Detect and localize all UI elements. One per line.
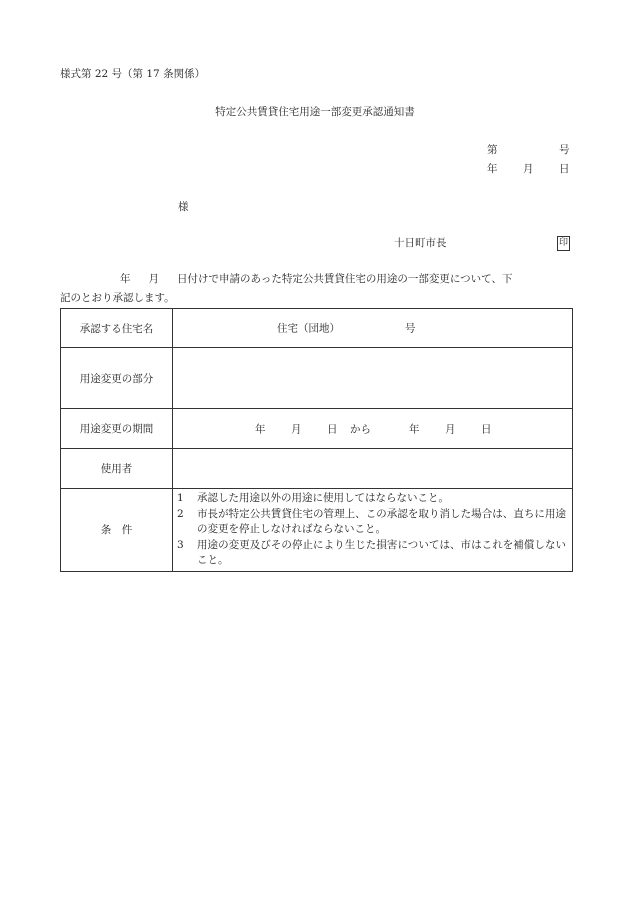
- condition-number: 2: [177, 507, 184, 520]
- approval-details-table: [60, 308, 573, 572]
- from-word: から: [350, 423, 371, 435]
- condition-text: 用途の変更及びその停止により生じた損害については、市はこれを補償しないこと。: [197, 538, 566, 566]
- document-title: 特定公共賃貸住宅用途一部変更承認通知書: [215, 106, 415, 118]
- change-part-label: 用途変更の部分: [61, 348, 173, 409]
- table-row: [61, 409, 573, 449]
- housing-number-label: 号: [405, 322, 416, 335]
- document-number-suffix: 号: [559, 144, 570, 156]
- issue-day-label: 日: [559, 163, 570, 175]
- conditions-label: 条 件: [61, 489, 173, 572]
- to-day-label: 日: [481, 423, 492, 435]
- conditions-cell: [173, 489, 573, 572]
- condition-number: 1: [177, 492, 184, 504]
- table-row: [61, 348, 573, 409]
- conditions-list: [173, 489, 572, 571]
- condition-number: 3: [177, 538, 184, 551]
- body-text-1: 日付けで申請のあった特定公共賃貸住宅の用途の一部変更について、下: [177, 273, 513, 285]
- user-label: 使用者: [61, 449, 173, 489]
- from-month-label: 月: [291, 423, 302, 435]
- table-row: [61, 489, 573, 572]
- change-period-cell: [173, 409, 573, 449]
- table-row: [61, 309, 573, 348]
- document-number-label: 第: [487, 144, 498, 156]
- form-number: 様式第 22 号（第 17 条関係）: [60, 68, 206, 80]
- list-item: [177, 491, 566, 507]
- housing-name-label: 承認する住宅名: [61, 309, 173, 348]
- change-part-cell: [173, 348, 573, 409]
- from-year-label: 年: [255, 423, 266, 435]
- issue-year-label: 年: [487, 163, 498, 175]
- to-month-label: 月: [445, 423, 456, 435]
- body-text-line-1: [120, 273, 512, 286]
- addressee-honorific: 様: [178, 201, 189, 213]
- issuer-title: 十日町市長: [394, 237, 447, 249]
- list-item: [177, 507, 566, 538]
- body-year-label: 年: [120, 273, 131, 285]
- seal-mark: 印: [557, 236, 570, 251]
- to-year-label: 年: [409, 423, 420, 435]
- issue-month-label: 月: [523, 163, 534, 175]
- body-month-label: 月: [148, 273, 159, 285]
- housing-name-cell: [173, 309, 573, 348]
- list-item: [177, 538, 566, 569]
- housing-type-label: 住宅（団地）: [277, 322, 340, 335]
- condition-text: 承認した用途以外の用途に使用してはならないこと。: [197, 492, 449, 504]
- user-cell: [173, 449, 573, 489]
- from-day-label: 日: [327, 423, 338, 435]
- body-text-line-2: 記のとおり承認します。: [60, 292, 175, 304]
- change-period-label: 用途変更の期間: [61, 409, 173, 449]
- table-row: [61, 449, 573, 489]
- condition-text: 市長が特定公共賃貸住宅の管理上、この承認を取り消した場合は、直ちに用途の変更を停止しなければならないこと。: [197, 507, 566, 535]
